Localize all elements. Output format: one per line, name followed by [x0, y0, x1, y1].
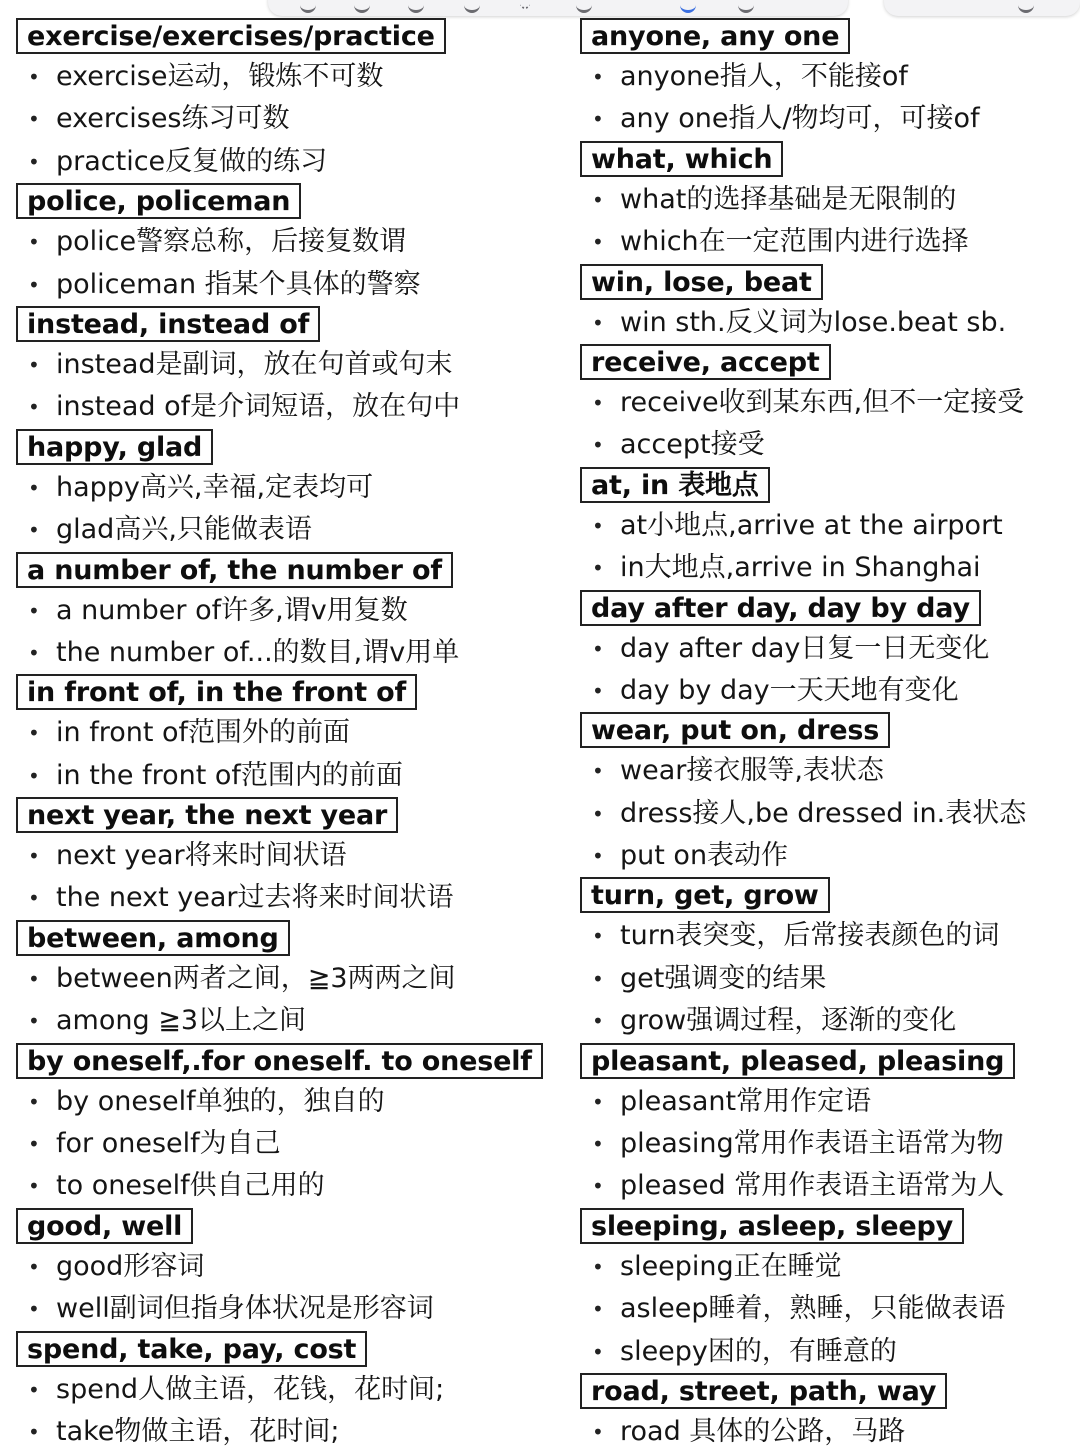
section-heading: road, street, path, way: [580, 1373, 947, 1409]
usage-list: [16, 590, 556, 675]
vocab-section: [16, 674, 556, 797]
section-heading: receive, accept: [580, 344, 831, 380]
section-heading: a number of, the number of: [16, 552, 453, 588]
usage-item: • accept接受: [580, 424, 1070, 466]
usage-list: [580, 628, 1070, 713]
usage-item: • exercises练习可数: [16, 98, 556, 140]
usage-item: • glad高兴,只能做表语: [16, 509, 556, 551]
usage-item: • receive收到某东西,但不一定接受: [580, 382, 1070, 424]
usage-item: • in大地点,arrive in Shanghai: [580, 547, 1070, 589]
lasso-tool-icon[interactable]: [520, 2, 530, 9]
usage-item: • asleep睡着，熟睡，只能做表语: [580, 1288, 1070, 1330]
section-heading: police, policeman: [16, 183, 301, 219]
right-column: [580, 18, 1070, 1453]
usage-item: • the number of...的数目,谓v用单: [16, 632, 556, 674]
usage-item: • instead of是介词短语，放在句中: [16, 386, 556, 428]
section-heading: next year, the next year: [16, 797, 398, 833]
usage-item: • take物做主语，花时间;: [16, 1411, 556, 1453]
more-tools-icon[interactable]: [738, 2, 754, 13]
section-heading: instead, instead of: [16, 306, 320, 342]
vocab-section: [16, 183, 556, 306]
section-heading: good, well: [16, 1208, 193, 1244]
usage-list: [580, 915, 1070, 1042]
usage-list: [16, 712, 556, 797]
usage-item: • pleasant常用作定语: [580, 1081, 1070, 1123]
vocab-section: [580, 18, 1070, 141]
usage-item: • to oneself供自己用的: [16, 1165, 556, 1207]
section-heading: anyone, any one: [580, 18, 850, 54]
usage-item: • practice反复做的练习: [16, 141, 556, 183]
usage-item: • police警察总称，后接复数谓: [16, 221, 556, 263]
usage-item: • put on表动作: [580, 835, 1070, 877]
usage-list: [580, 302, 1070, 344]
section-heading: sleeping, asleep, sleepy: [580, 1208, 964, 1244]
section-heading: between, among: [16, 920, 290, 956]
pencil-tool-icon[interactable]: [408, 2, 424, 13]
section-heading: at, in 表地点: [580, 467, 770, 503]
usage-item: • pleased 常用作表语主语常为人: [580, 1165, 1070, 1207]
usage-list: [16, 958, 556, 1043]
ruler-tool-icon[interactable]: [576, 2, 592, 13]
section-heading: day after day, day by day: [580, 590, 981, 626]
usage-item: • spend人做主语，花钱，花时间;: [16, 1369, 556, 1411]
usage-item: • road 具体的公路，马路: [580, 1411, 1070, 1453]
vocab-section: [580, 1043, 1070, 1208]
usage-item: • among ≧3以上之间: [16, 1000, 556, 1042]
viewer-top-bar: [0, 0, 1080, 16]
usage-list: [580, 750, 1070, 877]
usage-list: [16, 835, 556, 920]
vocab-section: [580, 344, 1070, 467]
usage-item: • anyone指人，不能接of: [580, 56, 1070, 98]
usage-list: [16, 344, 556, 429]
section-heading: pleasant, pleased, pleasing: [580, 1043, 1015, 1079]
usage-item: • the next year过去将来时间状语: [16, 877, 556, 919]
section-heading: win, lose, beat: [580, 264, 823, 300]
usage-list: [16, 1369, 556, 1453]
color-picker-icon[interactable]: [680, 2, 696, 13]
usage-item: • good形容词: [16, 1246, 556, 1288]
vocab-section: [16, 429, 556, 552]
usage-item: • next year将来时间状语: [16, 835, 556, 877]
usage-list: [580, 179, 1070, 264]
usage-item: • what的选择基础是无限制的: [580, 179, 1070, 221]
vocab-section: [580, 264, 1070, 344]
section-heading: in front of, in the front of: [16, 674, 417, 710]
usage-item: • exercise运动，锻炼不可数: [16, 56, 556, 98]
usage-item: • day after day日复一日无变化: [580, 628, 1070, 670]
vocab-section: [16, 1208, 556, 1331]
vocab-section: [580, 141, 1070, 264]
usage-item: • pleasing常用作表语主语常为物: [580, 1123, 1070, 1165]
vocab-section: [580, 590, 1070, 713]
vocab-section: [16, 1043, 556, 1208]
usage-item: • by oneself单独的，独自的: [16, 1081, 556, 1123]
usage-item: • happy高兴,幸福,定表均可: [16, 467, 556, 509]
more-options-icon[interactable]: [1018, 2, 1034, 13]
left-column: [16, 18, 556, 1453]
usage-item: • between两者之间，≧3两两之间: [16, 958, 556, 1000]
usage-list: [16, 1081, 556, 1208]
vocab-section: [580, 1373, 1070, 1453]
markup-toolbar[interactable]: [268, 0, 848, 16]
vocab-section: [16, 1331, 556, 1453]
usage-item: • for oneself为自己: [16, 1123, 556, 1165]
section-heading: turn, get, grow: [580, 877, 830, 913]
usage-list: [580, 505, 1070, 590]
usage-item: • well副词但指身体状况是形容词: [16, 1288, 556, 1330]
section-heading: by oneself,.for oneself. to oneself: [16, 1043, 543, 1079]
usage-item: • a number of许多,谓v用复数: [16, 590, 556, 632]
usage-list: [580, 1246, 1070, 1373]
section-heading: exercise/exercises/practice: [16, 18, 446, 54]
section-heading: wear, put on, dress: [580, 712, 890, 748]
toolbar-right-controls[interactable]: [884, 0, 1080, 16]
section-heading: happy, glad: [16, 429, 213, 465]
usage-item: • get强调变的结果: [580, 958, 1070, 1000]
vocab-section: [580, 1208, 1070, 1373]
usage-item: • grow强调过程，逐渐的变化: [580, 1000, 1070, 1042]
vocab-section: [16, 18, 556, 183]
vocab-section: [16, 552, 556, 675]
usage-list: [16, 221, 556, 306]
eraser-tool-icon[interactable]: [464, 2, 480, 13]
usage-item: • wear接衣服等,表状态: [580, 750, 1070, 792]
usage-list: [580, 382, 1070, 467]
section-heading: spend, take, pay, cost: [16, 1331, 367, 1367]
usage-list: [16, 467, 556, 552]
usage-item: • any one指人/物均可，可接of: [580, 98, 1070, 140]
vocab-section: [16, 920, 556, 1043]
usage-list: [580, 1411, 1070, 1453]
usage-item: • sleepy困的，有睡意的: [580, 1331, 1070, 1373]
vocab-section: [16, 797, 556, 920]
pen-tool-icon[interactable]: [300, 2, 316, 13]
usage-item: • policeman 指某个具体的警察: [16, 264, 556, 306]
usage-list: [16, 56, 556, 183]
usage-list: [16, 1246, 556, 1331]
usage-item: • win sth.反义词为lose.beat sb.: [580, 302, 1070, 344]
usage-item: • in front of范围外的前面: [16, 712, 556, 754]
usage-list: [580, 56, 1070, 141]
usage-item: • turn表突变，后常接表颜色的词: [580, 915, 1070, 957]
usage-item: • in the front of范围内的前面: [16, 755, 556, 797]
highlighter-tool-icon[interactable]: [354, 2, 370, 13]
usage-item: • at小地点,arrive at the airport: [580, 505, 1070, 547]
usage-item: • instead是副词，放在句首或句末: [16, 344, 556, 386]
usage-item: • sleeping正在睡觉: [580, 1246, 1070, 1288]
vocab-section: [16, 306, 556, 429]
vocab-section: [580, 712, 1070, 877]
vocab-section: [580, 877, 1070, 1042]
vocab-section: [580, 467, 1070, 590]
section-heading: what, which: [580, 141, 783, 177]
usage-list: [580, 1081, 1070, 1208]
usage-item: • day by day一天天地有变化: [580, 670, 1070, 712]
usage-item: • dress接人,be dressed in.表状态: [580, 793, 1070, 835]
usage-item: • which在一定范围内进行选择: [580, 221, 1070, 263]
